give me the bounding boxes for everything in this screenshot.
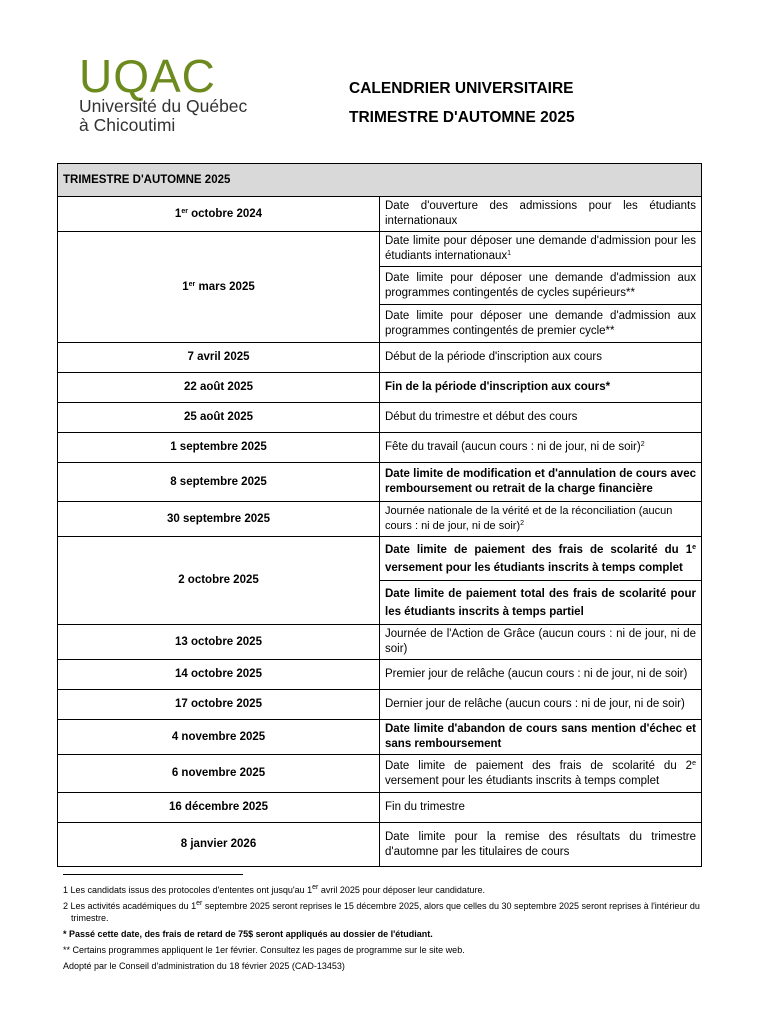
description-cell: Date limite pour la remise des résultats du trimestre d'automne par les titulaires de cours [380, 823, 702, 867]
table-row [58, 823, 702, 867]
table-row [58, 755, 702, 793]
date-cell: 14 octobre 2025 [58, 660, 380, 690]
date-cell: 2 octobre 2025 [58, 537, 380, 625]
description-cell: Date limite pour déposer une demande d'admission pour les étudiants internationaux$^1$ [380, 232, 702, 267]
description-cell: Date limite d'abandon de cours sans mention d'échec et sans remboursement [380, 720, 702, 755]
description-cell: Date limite de modification et d'annulation de cours avec remboursement ou retrait de la charge financière [380, 463, 702, 502]
date-cell: 17 octobre 2025 [58, 690, 380, 720]
table-row [58, 690, 702, 720]
logo-acronym: UQAC [79, 50, 216, 102]
table-row [58, 197, 702, 232]
date-cell: 1er octobre 2024 [58, 197, 380, 232]
description-cell: Début de la période d'inscription aux cours [380, 343, 702, 373]
description-cell: Dernier jour de relâche (aucun cours : ni de jour, ni de soir) [380, 690, 702, 720]
calendar-table [57, 163, 702, 867]
description-cell: Date limite pour déposer une demande d'admission aux programmes contingentés de premier cycle** [380, 305, 702, 343]
footnote-divider [63, 874, 243, 875]
description-cell: Journée nationale de la vérité et de la réconciliation (aucun cours : ni de jour, ni de soir)$^2$ [380, 502, 702, 537]
date-cell: 22 août 2025 [58, 373, 380, 403]
description-cell: Journée de l'Action de Grâce (aucun cours : ni de jour, ni de soir) [380, 625, 702, 660]
page-title: CALENDRIER UNIVERSITAIRE [349, 80, 574, 97]
description-cell: Fin de la période d'inscription aux cours* [380, 373, 702, 403]
table-row [58, 502, 702, 537]
table-row [58, 343, 702, 373]
footnote-1: 1 Les candidats issus des protocoles d'ententes ont jusqu'au 1er avril 2025 pour déposer leur candidature. [63, 884, 485, 895]
description-cell: Date limite pour déposer une demande d'admission aux programmes contingentés de cycles supérieurs** [380, 267, 702, 305]
description-cell: Début du trimestre et début des cours [380, 403, 702, 433]
date-cell: 6 novembre 2025 [58, 755, 380, 793]
date-cell: 8 septembre 2025 [58, 463, 380, 502]
date-cell: 4 novembre 2025 [58, 720, 380, 755]
footnotes [63, 874, 703, 976]
table-row [58, 537, 702, 581]
footnote-star: * Passé cette date, des frais de retard de 75$ seront appliqués au dossier de l'étudiant. [63, 929, 433, 939]
date-cell: 16 décembre 2025 [58, 793, 380, 823]
description-cell: Fête du travail (aucun cours : ni de jour, ni de soir)$^2$ [380, 433, 702, 463]
table-row [58, 720, 702, 755]
description-cell: Fin du trimestre [380, 793, 702, 823]
description-cell: Date d'ouverture des admissions pour les étudiants internationaux [380, 197, 702, 232]
table-heading: TRIMESTRE D'AUTOMNE 2025 [58, 164, 702, 197]
footnote-2: 2 Les activités académiques du 1er septembre 2025 seront reprises le 15 décembre 2025, alors que celles du 30 septembre 2025 seront reprises à l'intérieur du trimestre. [63, 900, 700, 923]
date-cell: 8 janvier 2026 [58, 823, 380, 867]
page-subtitle: TRIMESTRE D'AUTOMNE 2025 [349, 109, 575, 126]
uqac-logo [79, 50, 279, 135]
table-row [58, 793, 702, 823]
logo-line-2: à Chicoutimi [79, 115, 176, 135]
description-cell: Date limite de paiement total des frais de scolarité pour les étudiants inscrits à temps partiel [380, 581, 702, 625]
date-cell: 30 septembre 2025 [58, 502, 380, 537]
table-header-row [58, 164, 702, 197]
table-row [58, 433, 702, 463]
table-row [58, 232, 702, 267]
table-row [58, 625, 702, 660]
table-row [58, 463, 702, 502]
table-row [58, 403, 702, 433]
date-cell: 13 octobre 2025 [58, 625, 380, 660]
date-cell: 1 septembre 2025 [58, 433, 380, 463]
adoption-note: Adopté par le Conseil d'administration du 18 février 2025 (CAD-13453) [63, 961, 345, 971]
description-cell: Premier jour de relâche (aucun cours : ni de jour, ni de soir) [380, 660, 702, 690]
date-cell: 1er mars 2025 [58, 232, 380, 343]
table-row [58, 660, 702, 690]
date-cell: 7 avril 2025 [58, 343, 380, 373]
description-cell: Date limite de paiement des frais de scolarité du 1e versement pour les étudiants inscrits à temps complet [380, 537, 702, 581]
description-cell: Date limite de paiement des frais de scolarité du 2e versement pour les étudiants inscrits à temps complet [380, 755, 702, 793]
logo-line-1: Université du Québec [79, 96, 248, 116]
date-cell: 25 août 2025 [58, 403, 380, 433]
footnote-double-star: ** Certains programmes appliquent le 1er février. Consultez les pages de programme sur le site web. [63, 945, 465, 955]
table-row [58, 373, 702, 403]
